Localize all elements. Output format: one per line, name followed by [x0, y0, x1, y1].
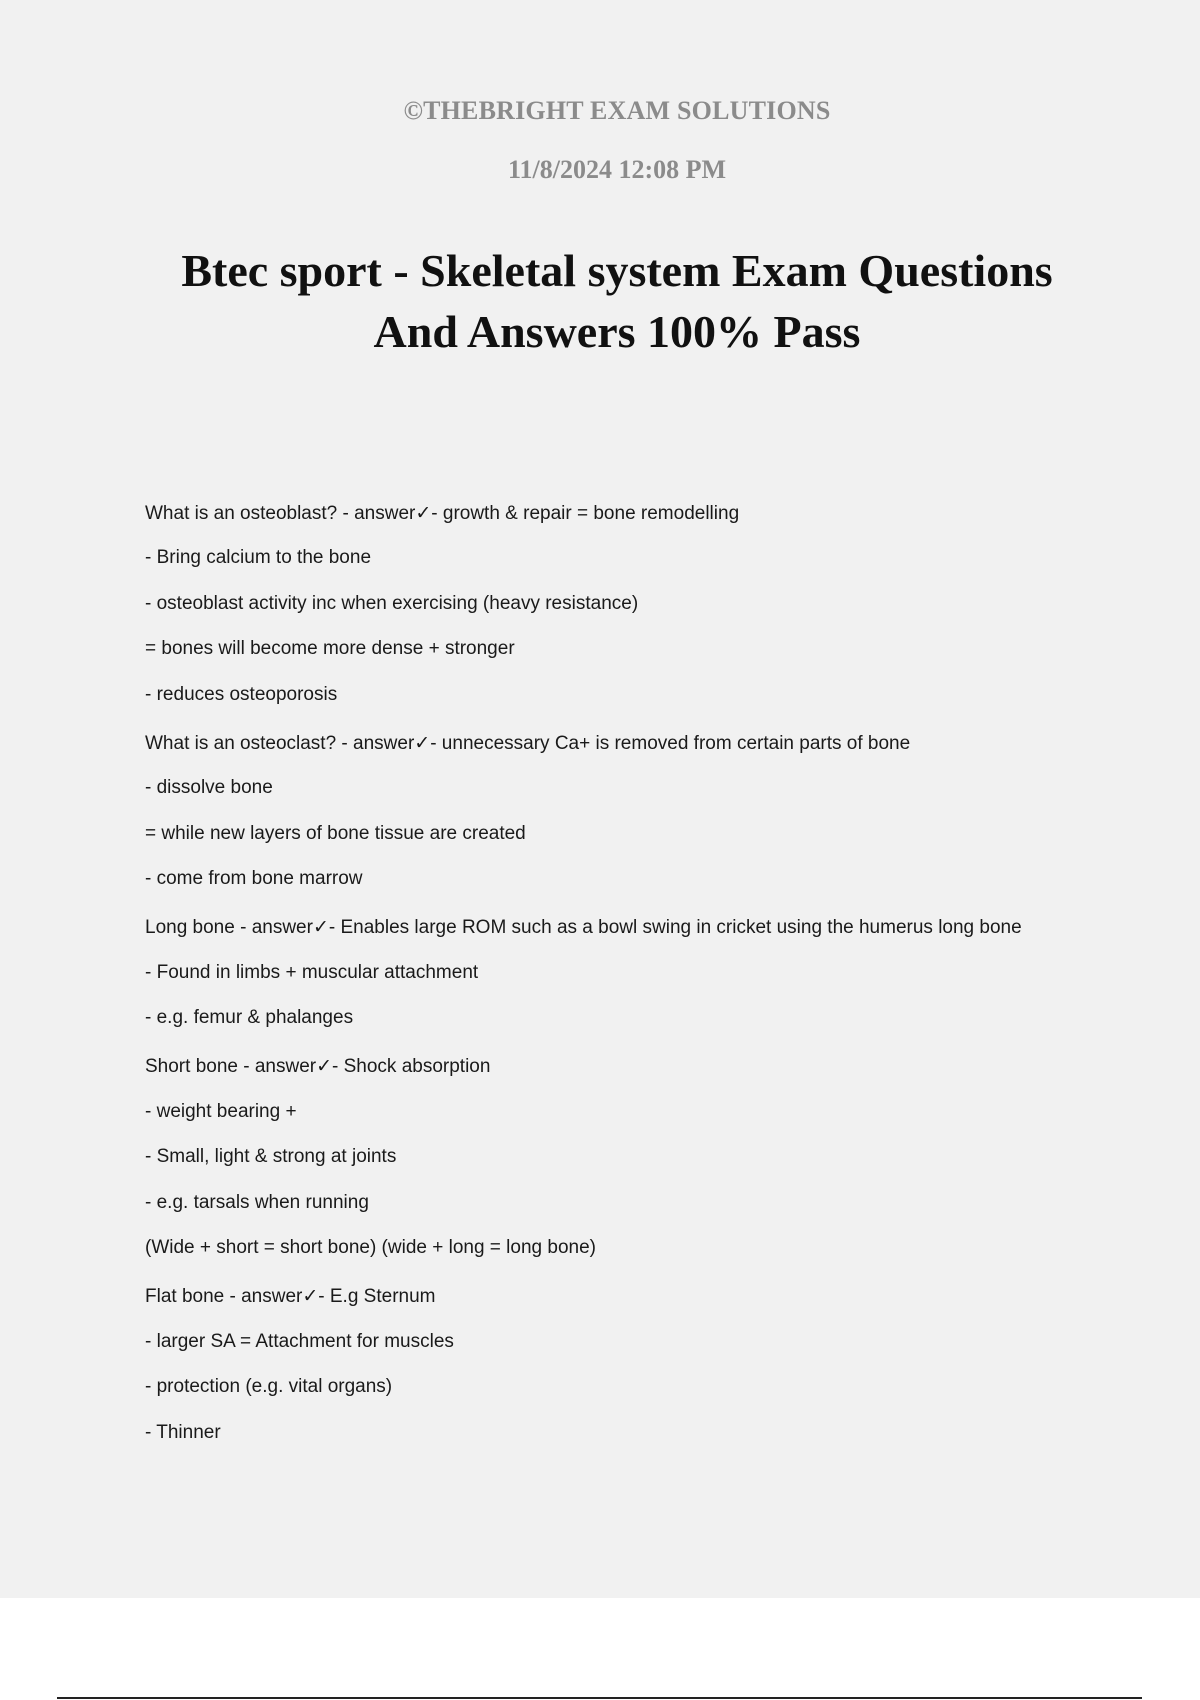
body-line: Long bone - answer✓- Enables large ROM such as a bowl swing in cricket using the humerus long bone	[145, 917, 1022, 938]
document-title-line-2: And Answers 100% Pass	[373, 306, 861, 357]
body-line: = bones will become more dense + stronger	[145, 638, 515, 659]
body-line: (Wide + short = short bone) (wide + long = long bone)	[145, 1237, 596, 1258]
body-line: What is an osteoclast? - answer✓- unnecessary Ca+ is removed from certain parts of bone	[145, 733, 911, 754]
body-line: - protection (e.g. vital organs)	[145, 1376, 393, 1397]
document-title-line-1: Btec sport - Skeletal system Exam Questions	[181, 245, 1053, 296]
body-line: - weight bearing +	[145, 1101, 297, 1122]
body-line: - e.g. tarsals when running	[145, 1192, 369, 1213]
footer-divider	[57, 1697, 1142, 1699]
body-line: - osteoblast activity inc when exercising (heavy resistance)	[145, 593, 639, 614]
header-date: 11/8/2024 12:08 PM	[507, 155, 727, 184]
body-line: - reduces osteoporosis	[145, 684, 338, 705]
body-line: - dissolve bone	[145, 777, 273, 798]
body-line: - Found in limbs + muscular attachment	[145, 962, 479, 983]
body-line: - e.g. femur & phalanges	[145, 1007, 354, 1028]
body-line: = while new layers of bone tissue are created	[145, 823, 526, 844]
body-line: - Thinner	[145, 1422, 221, 1443]
body-line: Short bone - answer✓- Shock absorption	[145, 1056, 491, 1077]
body-line: - larger SA = Attachment for muscles	[145, 1331, 454, 1352]
document-title	[110, 240, 1124, 362]
body-line: What is an osteoblast? - answer✓- growth & repair = bone remodelling	[145, 503, 740, 524]
body-line: - Bring calcium to the bone	[145, 547, 372, 568]
body-line: - Small, light & strong at joints	[145, 1146, 397, 1167]
body-line: Flat bone - answer✓- E.g Sternum	[145, 1286, 436, 1307]
body-line: - come from bone marrow	[145, 868, 363, 889]
header-copyright: ©THEBRIGHT EXAM SOLUTIONS	[403, 96, 831, 125]
